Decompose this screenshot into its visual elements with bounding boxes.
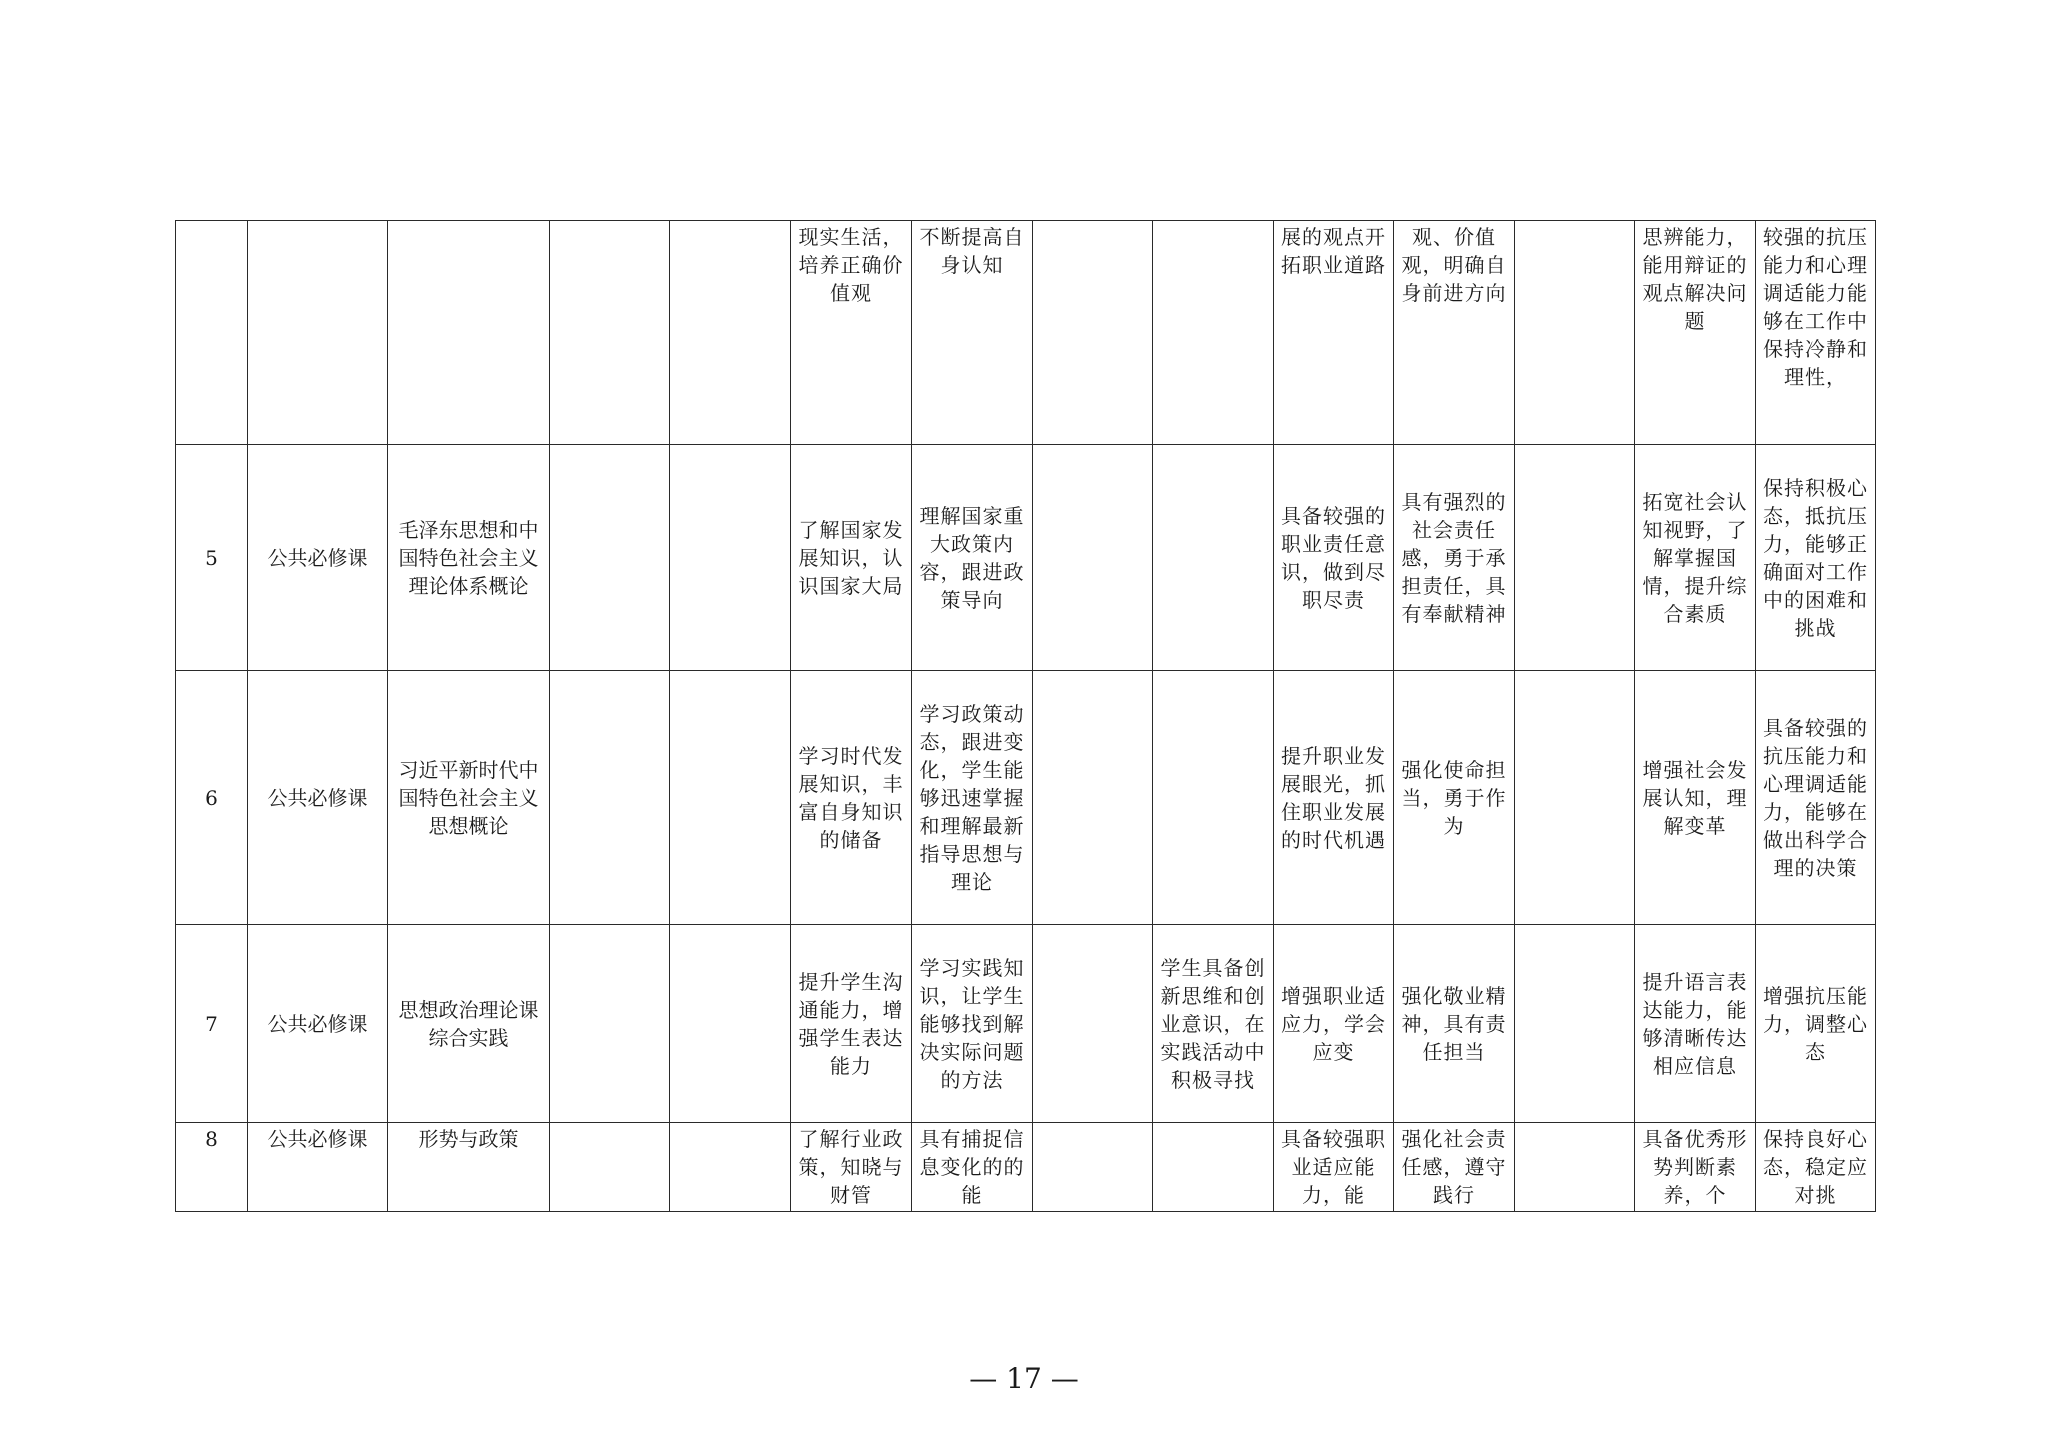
- cell-col-8: [1033, 1123, 1153, 1212]
- page-number: — 17 —: [969, 1362, 1079, 1395]
- cell-col-7: 不断提高自身认知: [912, 221, 1033, 445]
- cell-col-14: 具备较强的抗压能力和心理调适能力，能够在做出科学合理的决策: [1756, 671, 1876, 925]
- cell-col-13: 思辨能力，能用辩证的观点解决问题: [1635, 221, 1756, 445]
- cell-col-4: [550, 221, 670, 445]
- cell-col-12: [1515, 671, 1635, 925]
- cell-col-12: [1515, 221, 1635, 445]
- cell-col-7: 理解国家重大政策内容，跟进政策导向: [912, 445, 1033, 671]
- cell-col-5: [670, 445, 791, 671]
- table-body: [176, 221, 1876, 1212]
- cell-col-5: [670, 221, 791, 445]
- cell-course-name: 毛泽东思想和中国特色社会主义理论体系概论: [388, 445, 550, 671]
- cell-col-13: 提升语言表达能力，能够清晰传达相应信息: [1635, 925, 1756, 1123]
- curriculum-table: [175, 220, 1876, 1212]
- cell-col-11: 强化敬业精神，具有责任担当: [1394, 925, 1515, 1123]
- cell-course-category: 公共必修课: [248, 1123, 388, 1212]
- cell-course-category: 公共必修课: [248, 445, 388, 671]
- cell-col-7: 具有捕捉信息变化的的能: [912, 1123, 1033, 1212]
- cell-col-8: [1033, 445, 1153, 671]
- cell-course-category: 公共必修课: [248, 925, 388, 1123]
- cell-course-name: 思想政治理论课综合实践: [388, 925, 550, 1123]
- cell-col-5: [670, 1123, 791, 1212]
- cell-col-6: 了解行业政策，知晓与财管: [791, 1123, 912, 1212]
- cell-col-12: [1515, 445, 1635, 671]
- cell-col-9: [1153, 671, 1274, 925]
- cell-col-4: [550, 1123, 670, 1212]
- cell-col-9: [1153, 445, 1274, 671]
- cell-col-13: 增强社会发展认知，理解变革: [1635, 671, 1756, 925]
- cell-col-9: 学生具备创新思维和创业意识，在实践活动中积极寻找: [1153, 925, 1274, 1123]
- cell-col-12: [1515, 925, 1635, 1123]
- cell-col-12: [1515, 1123, 1635, 1212]
- cell-col-4: [550, 445, 670, 671]
- cell-col-10: 增强职业适应力，学会应变: [1274, 925, 1394, 1123]
- cell-col-5: [670, 925, 791, 1123]
- cell-col-11: 观、价值观，明确自身前进方向: [1394, 221, 1515, 445]
- cell-col-4: [550, 925, 670, 1123]
- cell-col-14: 保持良好心态，稳定应对挑: [1756, 1123, 1876, 1212]
- cell-col-10: 具备较强的职业责任意识，做到尽职尽责: [1274, 445, 1394, 671]
- cell-col-9: [1153, 1123, 1274, 1212]
- cell-col-14: 保持积极心态，抵抗压力，能够正确面对工作中的困难和挑战: [1756, 445, 1876, 671]
- cell-course-category: 公共必修课: [248, 671, 388, 925]
- cell-col-6: 了解国家发展知识，认识国家大局: [791, 445, 912, 671]
- cell-row-index: [176, 221, 248, 445]
- table-row: [176, 671, 1876, 925]
- cell-course-category: [248, 221, 388, 445]
- cell-col-11: 强化社会责任感，遵守践行: [1394, 1123, 1515, 1212]
- cell-col-13: 具备优秀形势判断素养，个: [1635, 1123, 1756, 1212]
- cell-col-10: 提升职业发展眼光，抓住职业发展的时代机遇: [1274, 671, 1394, 925]
- table-row: [176, 925, 1876, 1123]
- cell-col-13: 拓宽社会认知视野，了解掌握国情，提升综合素质: [1635, 445, 1756, 671]
- cell-row-index: 8: [176, 1123, 248, 1212]
- table-row: [176, 1123, 1876, 1212]
- cell-col-14: 增强抗压能力，调整心态: [1756, 925, 1876, 1123]
- cell-row-index: 7: [176, 925, 248, 1123]
- cell-col-11: 具有强烈的社会责任感，勇于承担责任，具有奉献精神: [1394, 445, 1515, 671]
- cell-col-8: [1033, 671, 1153, 925]
- cell-course-name: [388, 221, 550, 445]
- cell-col-6: 现实生活，培养正确价值观: [791, 221, 912, 445]
- cell-col-7: 学习实践知识，让学生能够找到解决实际问题的方法: [912, 925, 1033, 1123]
- cell-col-6: 提升学生沟通能力，增强学生表达能力: [791, 925, 912, 1123]
- cell-col-7: 学习政策动态，跟进变化，学生能够迅速掌握和理解最新指导思想与理论: [912, 671, 1033, 925]
- cell-col-14: 较强的抗压能力和心理调适能力能够在工作中保持冷静和理性，: [1756, 221, 1876, 445]
- cell-col-6: 学习时代发展知识，丰富自身知识的储备: [791, 671, 912, 925]
- table-row: [176, 445, 1876, 671]
- cell-col-10: 展的观点开拓职业道路: [1274, 221, 1394, 445]
- cell-col-11: 强化使命担当，勇于作为: [1394, 671, 1515, 925]
- cell-col-8: [1033, 925, 1153, 1123]
- cell-row-index: 6: [176, 671, 248, 925]
- cell-col-9: [1153, 221, 1274, 445]
- cell-col-4: [550, 671, 670, 925]
- cell-course-name: 习近平新时代中国特色社会主义思想概论: [388, 671, 550, 925]
- cell-row-index: 5: [176, 445, 248, 671]
- cell-col-10: 具备较强职业适应能力，能: [1274, 1123, 1394, 1212]
- table-row: [176, 221, 1876, 445]
- cell-col-5: [670, 671, 791, 925]
- cell-course-name: 形势与政策: [388, 1123, 550, 1212]
- cell-col-8: [1033, 221, 1153, 445]
